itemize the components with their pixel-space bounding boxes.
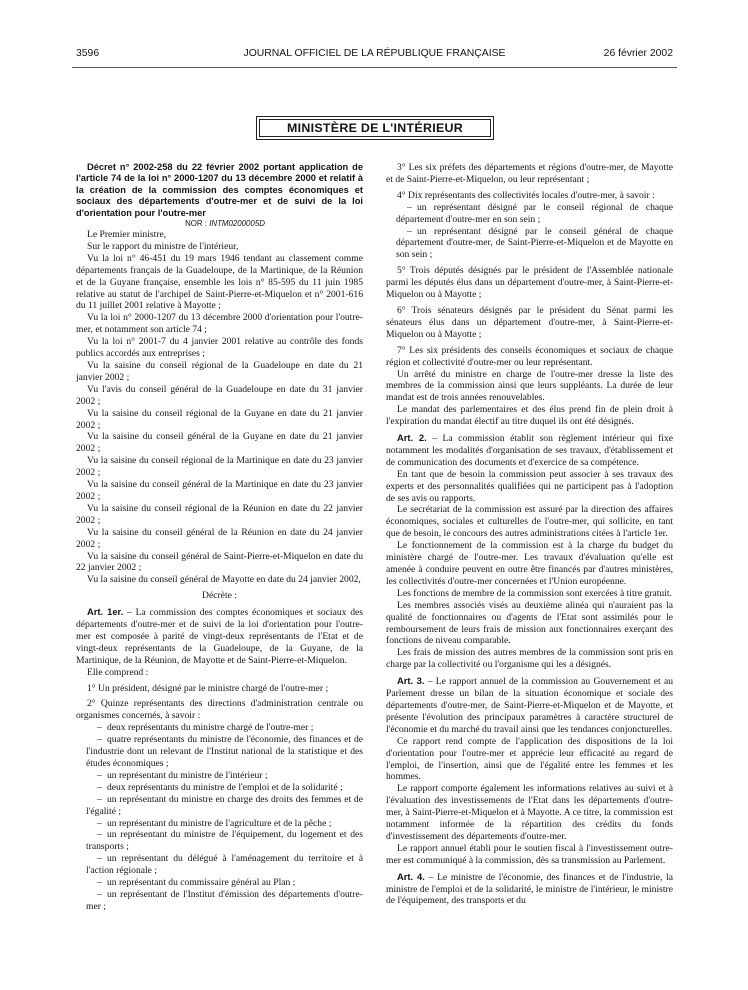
composition-item-6: 6° Trois sénateurs désignés par le président du Sénat parmi les sénateurs élus dans un département d'outre-mer, à Saint-Pierre-et-Miquelon ou à Mayotte ;: [386, 304, 673, 340]
composition-item-5: 5° Trois députés désignés par le président de l'Assemblée nationale parmi les députés élus dans un département d'outre-mer, à Saint-Pierre-et-Miquelon ou à Mayotte ;: [386, 265, 673, 301]
list-item: – un représentant du ministre de l'agriculture et de la pêche ;: [97, 817, 332, 829]
article-paragraph: Le fonctionnement de la commission est à la charge du budget du ministère chargé de l'outre-mer. Les travaux d'évaluation qu'elle est amenée à conduire peuvent en outre être financés par d'autres ministères, les collectivités d'outre-mer concernées et l'Union européenne.: [386, 540, 673, 587]
article-2-text: – La commission établit son règlement intérieur qui fixe notamment les modalités d'organisation de ses travaux, d'établissement et de communication des documents et d'exercice de sa compétence.: [386, 433, 674, 468]
article-4: [386, 871, 673, 908]
ministry-title: MINISTÈRE DE L'INTÉRIEUR: [259, 119, 491, 137]
nor-reference: [76, 219, 363, 229]
article-1-text: – La commission des comptes économiques et sociaux des départements d'outre-mer et de suivi de la loi d'orientation pour l'outre-mer est composée à parité de vingt-deux représentants de l'Etat et de vingt-deux représentants de la Guadeloupe, de la Guyane, de la Martinique, de la Réunion, de Mayotte et de Saint-Pierre-et-Miquelon.: [76, 607, 363, 666]
article-4-label: Art. 4.: [397, 870, 425, 882]
left-column: [76, 162, 363, 913]
list-item: – un représentant désigné par le conseil régional de chaque département d'outre-mer en son sein ;: [396, 201, 673, 225]
nor-label: NOR :: [185, 219, 207, 229]
ministry-box: [256, 116, 494, 140]
list-item: – un représentant du délégué à l'aménagement du territoire et à l'action régionale ;: [86, 853, 363, 877]
composition-item-4: 4° Dix représentants des collectivités locales d'outre-mer, à savoir :: [397, 189, 655, 201]
list-item: – un représentant de l'Institut d'émission des départements d'outre-mer ;: [86, 888, 363, 912]
list-item: – un représentant désigné par le conseil général de chaque département d'outre-mer, de Saint-Pierre-et-Miquelon et de Mayotte en son sein ;: [396, 225, 673, 261]
article-paragraph: Les membres associés visés au deuxième alinéa qui n'auraient pas la qualité de fonctionnaires ou d'agents de l'Etat sont assimilés pour le remboursement de leurs frais de mission aux fonctionnaires exerçant des fonctions de niveau comparable.: [386, 599, 673, 647]
list-item: – deux représentants du ministre de l'emploi et de la solidarité ;: [97, 781, 343, 793]
journal-title: JOURNAL OFFICIEL DE LA RÉPUBLIQUE FRANÇAISE: [243, 48, 506, 59]
article-paragraph: Le mandat des parlementaires et des élus prend fin de plein droit à l'expiration du mandat électif au titre duquel ils ont été désignés.: [386, 404, 673, 428]
article-paragraph: Ce rapport rend compte de l'application des dispositions de la loi d'orientation pour l'outre-mer et apprécie leur efficacité au regard de l'emploi, de l'insertion, ainsi que de l'égalité entre les femmes et les hommes.: [386, 735, 673, 783]
page-number: 3596: [76, 48, 100, 59]
header-rule: [72, 67, 677, 68]
running-header: [76, 47, 673, 61]
right-column: [386, 162, 673, 907]
article-paragraph: Les fonctions de membre de la commission sont exercées à titre gratuit.: [397, 587, 672, 599]
composition-item-3: 3° Les six préfets des départements et régions d'outre-mer, de Mayotte et de Saint-Pierre-et-Miquelon, ou leur représentant ;: [386, 162, 673, 185]
list-item: – quatre représentants du ministre de l'économie, des finances et de l'industrie dont un relevant de l'Institut national de la statistique et des études économiques ;: [86, 734, 363, 769]
visa-paragraph: Vu la saisine du conseil général de la Martinique en date du 23 janvier 2002 ;: [76, 479, 363, 502]
article-paragraph: Un arrêté du ministre en charge de l'outre-mer dresse la liste des membres de la commission ainsi que leurs suppléants. La durée de leur mandat est de trois années renouvelables.: [386, 368, 673, 404]
visa-paragraph: Vu la saisine du conseil général de Saint-Pierre-et-Miquelon en date du 22 janvier 2002 ;: [76, 550, 363, 574]
list-item: – deux représentants du ministre chargé de l'outre-mer ;: [97, 722, 314, 734]
composition-item-1: 1° Un président, désigné par le ministre chargé de l'outre-mer ;: [87, 682, 329, 694]
visa-paragraph: Vu la saisine du conseil régional de la Réunion en date du 22 janvier 2002 ;: [76, 502, 363, 526]
decrete-heading: Décrète :: [202, 590, 237, 602]
article-paragraph: Le secrétariat de la commission est assuré par la direction des affaires économiques, sociales et culturelles de l'outre-mer, qui sollicite, en tant que de besoin, le concours des autres administrations citées à l'article 1er.: [386, 504, 673, 540]
visa-paragraph: Vu la saisine du conseil régional de la Guadeloupe en date du 21 janvier 2002 ;: [76, 360, 363, 383]
article-paragraph: Le rapport comporte également les informations relatives au suivi et à l'évaluation des investissements de l'Etat dans les départements d'outre-mer, à Saint-Pierre-et-Miquelon et à Mayotte. A ce titre, la commission est notamment informée de la répartition des crédits du fonds d'investissement des départements d'outre-mer.: [386, 783, 673, 842]
article-paragraph: Les frais de mission des autres membres de la commission sont pris en charge par la collectivité ou l'organisme qui les a désignés.: [386, 647, 673, 671]
elle-comprend: Elle comprend :: [87, 666, 149, 678]
article-3-label: Art. 3.: [397, 675, 425, 687]
visa-paragraph: Sur le rapport du ministre de l'intérieur,: [87, 240, 239, 252]
visa-paragraph: Vu la loi n° 2000-1207 du 13 décembre 2000 d'orientation pour l'outre-mer, et notamment son article 74 ;: [76, 312, 363, 336]
visa-paragraph: Vu l'avis du conseil général de la Guadeloupe en date du 31 janvier 2002 ;: [76, 383, 363, 407]
visa-paragraph: Vu la loi n° 2001-7 du 4 janvier 2001 relative au contrôle des fonds publics accordés aux entreprises ;: [76, 336, 363, 360]
article-4-text: – Le ministre de l'économie, des finances et de l'industrie, la ministre de l'emploi et de la solidarité, le ministre de l'intérieur, le ministre de l'équipement, des transports et du: [386, 871, 673, 907]
article-1-label: Art. 1er.: [87, 606, 124, 618]
article-2: [386, 432, 673, 469]
article-2-label: Art. 2.: [397, 432, 427, 444]
decree-title: Décret n° 2002-258 du 22 février 2002 portant application de l'article 74 de la loi n° 2000-1207 du 13 décembre 2000 et relatif à la création de la commission des comptes économiques et sociaux des départements d'outre-mer et de suivi de la loi d'orientation pour l'outre-mer: [76, 162, 363, 218]
visa-paragraph: Vu la saisine du conseil régional de la Martinique en date du 23 janvier 2002 ;: [76, 455, 363, 479]
visa-paragraph: Vu la saisine du conseil général de la Guyane en date du 21 janvier 2002 ;: [76, 431, 363, 455]
visa-paragraph: Vu la loi n° 46-451 du 19 mars 1946 tendant au classement comme départements français de la Guadeloupe, de la Martinique, de la Réunion et de la Guyane française, ensemble les lois n° 85-595 du 11 juin 1985 relative au statut de l'archipel de Saint-Pierre-et-Miquelon et n° 2001-616 du 11 juillet 2001 relative à Mayotte ;: [76, 252, 363, 312]
article-paragraph: Le rapport annuel établi pour le soutien fiscal à l'investissement outre-mer est communiqué à la commission, dès sa transmission au Parlement.: [386, 842, 673, 866]
visa-paragraph: Vu la saisine du conseil régional de la Guyane en date du 21 janvier 2002 ;: [76, 407, 363, 431]
article-3-text: – Le rapport annuel de la commission au Gouvernement et au Parlement dresse un bilan de la situation économique et sociale des départements d'outre-mer, de Saint-Pierre-et-Miquelon et de Mayotte, et présente l'évolution des principaux paramètres à caractère structurel de l'économie et du marché du travail ainsi que les tendances conjoncturelles.: [386, 676, 674, 735]
list-item: – un représentant du commissaire général au Plan ;: [97, 877, 296, 889]
composition-item-2: 2° Quinze représentants des directions d'administration centrale ou organismes concernés, à savoir :: [76, 698, 363, 722]
issue-date: 26 février 2002: [603, 48, 673, 59]
visa-paragraph: Vu la saisine du conseil général de la Réunion en date du 24 janvier 2002 ;: [76, 526, 363, 550]
list-item: – un représentant du ministre de l'intérieur ;: [97, 769, 268, 781]
list-item: – un représentant du ministre en charge des droits des femmes et de l'égalité ;: [86, 793, 363, 817]
nor-code: INTM0200005D: [209, 219, 265, 229]
composition-item-7: 7° Les six présidents des conseils économiques et sociaux de chaque région et collectivité d'outre-mer ou leur représentant.: [386, 344, 673, 368]
article-paragraph: En tant que de besoin la commission peut associer à ses travaux des experts et des personnalités qualifiées qui ne participent pas à l'adoption de ses avis ou rapports.: [386, 468, 673, 504]
article-3: [386, 675, 673, 736]
article-1: [76, 606, 363, 667]
list-item: – un représentant du ministre de l'équipement, du logement et des transports ;: [86, 829, 363, 853]
visa-paragraph: Le Premier ministre,: [87, 229, 167, 241]
visa-paragraph: Vu la saisine du conseil général de Mayotte en date du 24 janvier 2002,: [87, 574, 361, 586]
